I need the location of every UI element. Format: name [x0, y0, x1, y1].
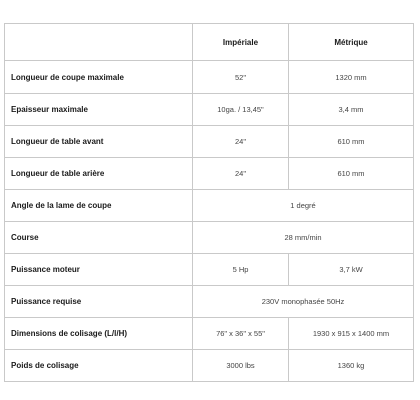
row-label: Puissance requise [5, 286, 193, 318]
row-label: Longueur de coupe maximale [5, 61, 193, 94]
table-row-front-table-length [5, 126, 414, 158]
table-header-row [5, 24, 414, 61]
metric-value: 3,4 mm [289, 94, 414, 126]
imperial-value: 76" x 36" x 55" [193, 318, 289, 350]
table-row-stroke [5, 222, 414, 254]
table-row-motor-power [5, 254, 414, 286]
table-row-package-weight [5, 350, 414, 382]
row-label: Course [5, 222, 193, 254]
header-metric: Métrique [289, 24, 414, 61]
row-label: Longueur de table avant [5, 126, 193, 158]
imperial-value: 24" [193, 126, 289, 158]
row-label: Poids de colisage [5, 350, 193, 382]
table-row-package-dimensions [5, 318, 414, 350]
imperial-value: 3000 lbs [193, 350, 289, 382]
merged-value: 230V monophasée 50Hz [193, 286, 414, 318]
merged-value: 1 degré [193, 190, 414, 222]
row-label: Epaisseur maximale [5, 94, 193, 126]
metric-value: 610 mm [289, 126, 414, 158]
row-label: Longueur de table arière [5, 158, 193, 190]
merged-value: 28 mm/min [193, 222, 414, 254]
table-row-required-power [5, 286, 414, 318]
imperial-value: 24" [193, 158, 289, 190]
row-label: Dimensions de colisage (L/l/H) [5, 318, 193, 350]
metric-value: 1360 kg [289, 350, 414, 382]
table-row-max-thickness [5, 94, 414, 126]
imperial-value: 10ga. / 13,45" [193, 94, 289, 126]
table-row-blade-angle [5, 190, 414, 222]
header-imperial: Impériale [193, 24, 289, 61]
specifications-table [4, 23, 414, 382]
row-label: Puissance moteur [5, 254, 193, 286]
header-label-cell [5, 24, 193, 61]
metric-value: 3,7 kW [289, 254, 414, 286]
imperial-value: 5 Hp [193, 254, 289, 286]
table-row-max-cut-length [5, 61, 414, 94]
table-row-rear-table-length [5, 158, 414, 190]
metric-value: 1930 x 915 x 1400 mm [289, 318, 414, 350]
imperial-value: 52" [193, 61, 289, 94]
metric-value: 1320 mm [289, 61, 414, 94]
row-label: Angle de la lame de coupe [5, 190, 193, 222]
metric-value: 610 mm [289, 158, 414, 190]
